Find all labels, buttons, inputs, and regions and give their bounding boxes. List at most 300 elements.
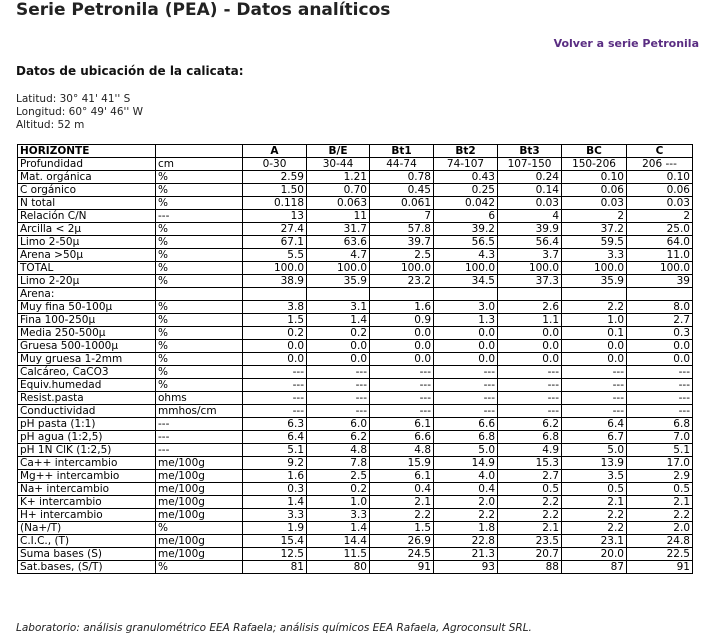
value-cell: 39.7 [370, 236, 434, 249]
value-cell: 0.061 [370, 197, 434, 210]
value-cell [562, 288, 627, 301]
row-unit: --- [156, 210, 243, 223]
value-cell: 1.5 [243, 314, 307, 327]
back-to-series-link[interactable]: Volver a serie Petronila [553, 37, 699, 50]
value-cell: --- [243, 379, 307, 392]
row-unit: me/100g [156, 509, 243, 522]
row-label: Media 250-500µ [18, 327, 156, 340]
row-unit: me/100g [156, 483, 243, 496]
row-unit: % [156, 561, 243, 574]
table-row [18, 470, 693, 483]
value-cell: 4 [498, 210, 562, 223]
row-label: Equiv.humedad [18, 379, 156, 392]
row-label: Relación C/N [18, 210, 156, 223]
value-cell: 2 [627, 210, 693, 223]
table-header-row [18, 145, 693, 158]
value-cell: 2.1 [498, 522, 562, 535]
value-cell: 3.8 [243, 301, 307, 314]
table-row [18, 223, 693, 236]
row-unit: --- [156, 431, 243, 444]
value-cell: 15.4 [243, 535, 307, 548]
value-cell [498, 288, 562, 301]
value-cell: 91 [370, 561, 434, 574]
value-cell: 1.4 [307, 314, 370, 327]
value-cell: 6.6 [434, 418, 498, 431]
value-cell: 2.6 [498, 301, 562, 314]
value-cell: 67.1 [243, 236, 307, 249]
row-unit: ohms [156, 392, 243, 405]
value-cell: 0-30 [243, 158, 307, 171]
value-cell: 11.5 [307, 548, 370, 561]
table-row [18, 301, 693, 314]
value-cell: 3.3 [562, 249, 627, 262]
value-cell: 2.2 [562, 509, 627, 522]
value-cell: 13.9 [562, 457, 627, 470]
value-cell: 6.1 [370, 418, 434, 431]
value-cell: 4.9 [498, 444, 562, 457]
value-cell: 0.0 [498, 327, 562, 340]
value-cell: 1.6 [370, 301, 434, 314]
table-row [18, 314, 693, 327]
value-cell: 91 [627, 561, 693, 574]
row-label: Conductividad [18, 405, 156, 418]
value-cell: 5.5 [243, 249, 307, 262]
value-cell: 6.0 [307, 418, 370, 431]
value-cell: 1.3 [434, 314, 498, 327]
value-cell: 4.3 [434, 249, 498, 262]
value-cell: 22.8 [434, 535, 498, 548]
value-cell: 7.0 [627, 431, 693, 444]
table-row [18, 483, 693, 496]
value-cell: 5.1 [627, 444, 693, 457]
value-cell: 26.9 [370, 535, 434, 548]
value-cell: 3.7 [498, 249, 562, 262]
value-cell: 0.45 [370, 184, 434, 197]
longitude-text: Longitud: 60° 49' 46'' W [16, 106, 144, 118]
row-unit: % [156, 197, 243, 210]
value-cell: 100.0 [498, 262, 562, 275]
value-cell: 2.2 [370, 509, 434, 522]
table-row [18, 171, 693, 184]
row-label: Na+ intercambio [18, 483, 156, 496]
row-label: pH pasta (1:1) [18, 418, 156, 431]
value-cell: 0.78 [370, 171, 434, 184]
row-unit: % [156, 262, 243, 275]
row-unit: % [156, 379, 243, 392]
value-cell: 0.0 [307, 340, 370, 353]
latitude-text: Latitud: 30° 41' 41'' S [16, 93, 131, 105]
value-cell: 3.3 [243, 509, 307, 522]
row-unit: me/100g [156, 496, 243, 509]
table-row [18, 262, 693, 275]
value-cell: 59.5 [562, 236, 627, 249]
value-cell: 6.3 [243, 418, 307, 431]
value-cell: 11.0 [627, 249, 693, 262]
lab-footnote: Laboratorio: análisis granulométrico EEA Rafaela; análisis químicos EEA Rafaela, Agroconsult SRL. [16, 622, 532, 634]
value-cell: 34.5 [434, 275, 498, 288]
value-cell: --- [307, 392, 370, 405]
value-cell: 27.4 [243, 223, 307, 236]
value-cell: --- [434, 379, 498, 392]
value-cell: --- [434, 405, 498, 418]
row-label: H+ intercambio [18, 509, 156, 522]
value-cell: 57.8 [370, 223, 434, 236]
row-unit: % [156, 184, 243, 197]
value-cell: --- [627, 405, 693, 418]
row-unit: me/100g [156, 457, 243, 470]
value-cell: 1.5 [370, 522, 434, 535]
value-cell: 38.9 [243, 275, 307, 288]
value-cell: 2 [562, 210, 627, 223]
value-cell: --- [370, 405, 434, 418]
value-cell: 0.06 [562, 184, 627, 197]
value-cell: 37.3 [498, 275, 562, 288]
value-cell: 21.3 [434, 548, 498, 561]
table-row [18, 288, 693, 301]
value-cell: 81 [243, 561, 307, 574]
row-unit: cm [156, 158, 243, 171]
value-cell: 11 [307, 210, 370, 223]
table-row [18, 366, 693, 379]
row-unit: me/100g [156, 470, 243, 483]
table-row [18, 392, 693, 405]
value-cell: 15.3 [498, 457, 562, 470]
value-cell: 1.8 [434, 522, 498, 535]
row-label: pH agua (1:2,5) [18, 431, 156, 444]
table-row [18, 340, 693, 353]
row-unit: me/100g [156, 535, 243, 548]
row-unit: % [156, 249, 243, 262]
value-cell: 35.9 [307, 275, 370, 288]
value-cell: 0.0 [370, 353, 434, 366]
row-label: Gruesa 500-1000µ [18, 340, 156, 353]
value-cell: 0.24 [498, 171, 562, 184]
table-row [18, 236, 693, 249]
value-cell: 2.0 [434, 496, 498, 509]
value-cell: 88 [498, 561, 562, 574]
value-cell: 0.10 [562, 171, 627, 184]
row-label: Sat.bases, (S/T) [18, 561, 156, 574]
value-cell: 0.0 [434, 340, 498, 353]
row-label: Mg++ intercambio [18, 470, 156, 483]
value-cell: 2.7 [498, 470, 562, 483]
row-unit: % [156, 327, 243, 340]
value-cell: 6 [434, 210, 498, 223]
value-cell: 22.5 [627, 548, 693, 561]
table-row [18, 444, 693, 457]
value-cell [434, 288, 498, 301]
value-cell: 0.10 [627, 171, 693, 184]
table-row [18, 158, 693, 171]
value-cell: 4.8 [307, 444, 370, 457]
value-cell: 3.5 [562, 470, 627, 483]
value-cell: 2.2 [562, 301, 627, 314]
value-cell: --- [562, 392, 627, 405]
value-cell: 56.4 [498, 236, 562, 249]
value-cell: 0.0 [627, 353, 693, 366]
header-horizon-col: C [627, 145, 693, 158]
row-label: Muy fina 50-100µ [18, 301, 156, 314]
value-cell: 100.0 [627, 262, 693, 275]
location-block [16, 93, 143, 132]
value-cell: --- [627, 366, 693, 379]
value-cell: 0.03 [562, 197, 627, 210]
value-cell: 15.9 [370, 457, 434, 470]
value-cell: 0.3 [627, 327, 693, 340]
value-cell: 2.9 [627, 470, 693, 483]
value-cell: 93 [434, 561, 498, 574]
value-cell: 2.1 [627, 496, 693, 509]
row-label: Resist.pasta [18, 392, 156, 405]
value-cell: 6.8 [434, 431, 498, 444]
value-cell: 150-206 [562, 158, 627, 171]
value-cell: 4.8 [370, 444, 434, 457]
row-unit: % [156, 236, 243, 249]
row-label: (Na+/T) [18, 522, 156, 535]
value-cell: 4.7 [307, 249, 370, 262]
value-cell: --- [498, 405, 562, 418]
value-cell: 23.1 [562, 535, 627, 548]
value-cell: 0.2 [307, 483, 370, 496]
value-cell: 20.7 [498, 548, 562, 561]
row-label: N total [18, 197, 156, 210]
value-cell: 13 [243, 210, 307, 223]
value-cell: 56.5 [434, 236, 498, 249]
value-cell: 63.6 [307, 236, 370, 249]
value-cell: 0.03 [627, 197, 693, 210]
header-horizon-col: Bt3 [498, 145, 562, 158]
altitude-text: Altitud: 52 m [16, 119, 85, 131]
value-cell: 2.2 [627, 509, 693, 522]
table-row [18, 431, 693, 444]
value-cell [243, 288, 307, 301]
value-cell: 7 [370, 210, 434, 223]
value-cell: 30-44 [307, 158, 370, 171]
value-cell: 0.14 [498, 184, 562, 197]
value-cell: 74-107 [434, 158, 498, 171]
value-cell: 31.7 [307, 223, 370, 236]
value-cell: 0.3 [243, 483, 307, 496]
row-label: TOTAL [18, 262, 156, 275]
value-cell: 2.2 [498, 496, 562, 509]
row-label: C.I.C., (T) [18, 535, 156, 548]
row-unit: me/100g [156, 548, 243, 561]
value-cell: 0.0 [434, 327, 498, 340]
page-title: Serie Petronila (PEA) - Datos analíticos [16, 0, 391, 20]
row-label: Arena >50µ [18, 249, 156, 262]
row-label: Fina 100-250µ [18, 314, 156, 327]
row-unit [156, 288, 243, 301]
value-cell: 1.0 [307, 496, 370, 509]
value-cell: 0.0 [562, 340, 627, 353]
value-cell [370, 288, 434, 301]
row-unit: --- [156, 444, 243, 457]
value-cell: 5.1 [243, 444, 307, 457]
value-cell: 6.7 [562, 431, 627, 444]
table-row [18, 353, 693, 366]
row-label: Suma bases (S) [18, 548, 156, 561]
value-cell: 44-74 [370, 158, 434, 171]
table-row [18, 275, 693, 288]
value-cell: 107-150 [498, 158, 562, 171]
value-cell: 17.0 [627, 457, 693, 470]
value-cell: --- [243, 392, 307, 405]
value-cell: 0.4 [370, 483, 434, 496]
row-unit: % [156, 340, 243, 353]
value-cell: 12.5 [243, 548, 307, 561]
value-cell: 0.0 [562, 353, 627, 366]
table-row [18, 548, 693, 561]
value-cell: 6.6 [370, 431, 434, 444]
table-row [18, 249, 693, 262]
header-horizon-col: A [243, 145, 307, 158]
value-cell: 0.06 [627, 184, 693, 197]
value-cell: 2.2 [498, 509, 562, 522]
value-cell: 4.0 [434, 470, 498, 483]
value-cell: 0.2 [243, 327, 307, 340]
value-cell: 0.0 [627, 340, 693, 353]
row-unit: % [156, 171, 243, 184]
table-row [18, 561, 693, 574]
value-cell: 37.2 [562, 223, 627, 236]
value-cell: 0.43 [434, 171, 498, 184]
value-cell: --- [307, 366, 370, 379]
value-cell: --- [370, 392, 434, 405]
value-cell: 0.0 [434, 353, 498, 366]
value-cell: --- [498, 366, 562, 379]
value-cell: --- [627, 379, 693, 392]
table-row [18, 535, 693, 548]
value-cell: 100.0 [434, 262, 498, 275]
value-cell: 2.1 [562, 496, 627, 509]
value-cell: 2.7 [627, 314, 693, 327]
value-cell: --- [498, 392, 562, 405]
value-cell: 8.0 [627, 301, 693, 314]
value-cell: 1.6 [243, 470, 307, 483]
row-label: Arcilla < 2µ [18, 223, 156, 236]
value-cell: 3.0 [434, 301, 498, 314]
value-cell: 1.50 [243, 184, 307, 197]
row-unit: --- [156, 418, 243, 431]
value-cell: 0.0 [498, 353, 562, 366]
value-cell: 25.0 [627, 223, 693, 236]
table-row [18, 327, 693, 340]
value-cell: 100.0 [370, 262, 434, 275]
value-cell: --- [562, 405, 627, 418]
row-label: Muy gruesa 1-2mm [18, 353, 156, 366]
value-cell: 87 [562, 561, 627, 574]
row-label: Calcáreo, CaCO3 [18, 366, 156, 379]
value-cell: 0.2 [307, 327, 370, 340]
value-cell: 2.0 [627, 522, 693, 535]
value-cell: 14.4 [307, 535, 370, 548]
value-cell: 1.0 [562, 314, 627, 327]
value-cell: --- [243, 366, 307, 379]
value-cell: 39.9 [498, 223, 562, 236]
value-cell: 24.5 [370, 548, 434, 561]
value-cell: 0.1 [562, 327, 627, 340]
value-cell: 39.2 [434, 223, 498, 236]
row-label: Mat. orgánica [18, 171, 156, 184]
value-cell: 1.4 [243, 496, 307, 509]
table-row [18, 509, 693, 522]
header-horizon-col: B/E [307, 145, 370, 158]
row-unit: % [156, 275, 243, 288]
table-row [18, 457, 693, 470]
value-cell: 0.118 [243, 197, 307, 210]
table-row [18, 379, 693, 392]
value-cell: --- [562, 366, 627, 379]
value-cell: 1.4 [307, 522, 370, 535]
value-cell: --- [434, 366, 498, 379]
value-cell: 7.8 [307, 457, 370, 470]
analytical-data-table [17, 144, 693, 574]
value-cell: 6.4 [562, 418, 627, 431]
value-cell: 0.0 [370, 340, 434, 353]
row-unit: % [156, 522, 243, 535]
value-cell: 24.8 [627, 535, 693, 548]
value-cell: 0.0 [498, 340, 562, 353]
value-cell: 0.0 [307, 353, 370, 366]
row-label: Limo 2-20µ [18, 275, 156, 288]
row-label: Profundidad [18, 158, 156, 171]
value-cell: 9.2 [243, 457, 307, 470]
table-row [18, 197, 693, 210]
header-horizonte: HORIZONTE [18, 145, 156, 158]
value-cell: 2.2 [434, 509, 498, 522]
row-label: Limo 2-50µ [18, 236, 156, 249]
table-row [18, 184, 693, 197]
value-cell: 1.9 [243, 522, 307, 535]
row-unit: % [156, 301, 243, 314]
row-label: pH 1N ClK (1:2,5) [18, 444, 156, 457]
header-unit [156, 145, 243, 158]
value-cell: 39 [627, 275, 693, 288]
value-cell: 0.9 [370, 314, 434, 327]
row-unit: % [156, 353, 243, 366]
value-cell: 0.0 [370, 327, 434, 340]
value-cell: 80 [307, 561, 370, 574]
value-cell: --- [370, 379, 434, 392]
row-label: Arena: [18, 288, 156, 301]
value-cell: 0.0 [243, 340, 307, 353]
value-cell: --- [243, 405, 307, 418]
value-cell: --- [307, 379, 370, 392]
header-horizon-col: Bt1 [370, 145, 434, 158]
value-cell: 2.5 [307, 470, 370, 483]
value-cell: 35.9 [562, 275, 627, 288]
row-unit: % [156, 366, 243, 379]
row-label: Ca++ intercambio [18, 457, 156, 470]
value-cell [627, 288, 693, 301]
value-cell: 1.21 [307, 171, 370, 184]
value-cell: --- [562, 379, 627, 392]
value-cell: --- [498, 379, 562, 392]
row-unit: % [156, 314, 243, 327]
header-horizon-col: BC [562, 145, 627, 158]
section-heading: Datos de ubicación de la calicata: [16, 64, 244, 78]
value-cell: 6.8 [627, 418, 693, 431]
value-cell: 0.042 [434, 197, 498, 210]
value-cell: 0.03 [498, 197, 562, 210]
value-cell: 2.2 [562, 522, 627, 535]
row-unit: % [156, 223, 243, 236]
value-cell: 0.5 [562, 483, 627, 496]
row-unit: mmhos/cm [156, 405, 243, 418]
header-horizon-col: Bt2 [434, 145, 498, 158]
value-cell: 0.063 [307, 197, 370, 210]
value-cell: 6.4 [243, 431, 307, 444]
